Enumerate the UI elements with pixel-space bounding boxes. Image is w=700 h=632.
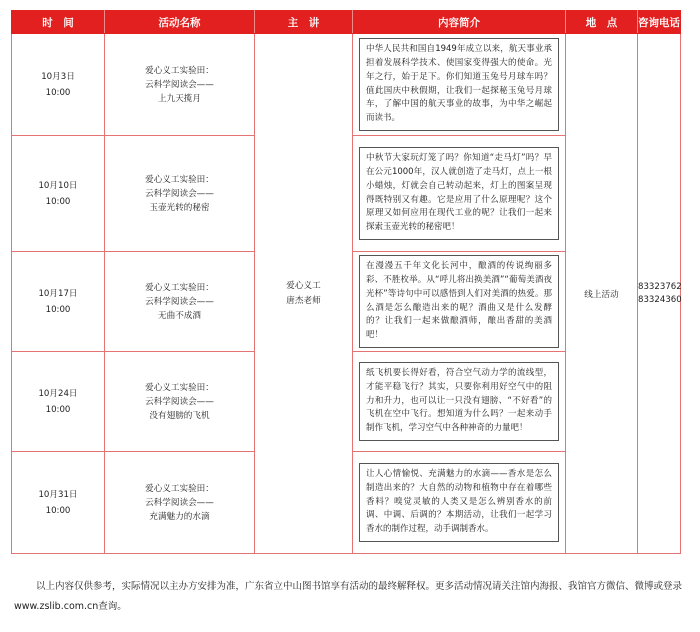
date-text: 10月24日 — [38, 388, 78, 399]
table-row — [12, 34, 681, 136]
speaker-line: 爱心义工 — [286, 280, 321, 291]
speaker-cell — [255, 34, 353, 554]
time-cell — [12, 252, 105, 352]
content-text: 纸飞机要长得好看，符合空气动力学的流线型，才能平稳飞行？其实，只要你利用好空气中的阻力和升力，也可以让一只没有翅膀、“不好看”的飞机在空中飞行。想知道为什么吗？一起来动手制作飞机，学习空气中各种神奇的力量吧！ — [359, 362, 559, 441]
activity-name-cell — [105, 452, 255, 554]
activity-name-line: 云科学阅读会—— — [145, 497, 214, 508]
activity-name-line: 云科学阅读会—— — [145, 296, 214, 307]
time-text: 10:00 — [45, 87, 71, 98]
activity-name-line: 云科学阅读会—— — [145, 396, 214, 407]
content-text: 中华人民共和国自1949年成立以来，航天事业承担着发展科学技术、使国家变得强大的使命。光年之行，始于足下。你们知道玉兔号月球车吗？值此国庆中秋假期，让我们一起探秘玉兔号月球车，了解中国的航天事业的故事，为中华之崛起而读书。 — [359, 38, 559, 131]
header-place: 地 点 — [566, 11, 638, 34]
time-text: 10:00 — [45, 304, 71, 315]
time-cell — [12, 34, 105, 136]
activity-name-line: 上九天揽月 — [158, 93, 201, 104]
activity-name-line: 爱心义工实验田： — [145, 174, 214, 185]
time-cell — [12, 452, 105, 554]
activity-name-line: 玉壶光转的秘密 — [149, 202, 210, 213]
phone-cell — [638, 34, 681, 554]
time-text: 10:00 — [45, 196, 71, 207]
activity-name-line: 爱心义工实验田： — [145, 65, 214, 76]
activity-name-line: 云科学阅读会—— — [145, 188, 214, 199]
header-time: 时 间 — [12, 11, 105, 34]
content-cell — [353, 452, 566, 554]
time-cell — [12, 136, 105, 252]
content-text: 让人心情愉悦、充满魅力的水滴——香水是怎么制造出来的？大自然的动物和植物中存在着哪些香料？嗅觉灵敏的人类又是怎么辨别香水的前调、中调、后调的？本期活动，让我们一起学习香水的制作过程，动手调制香水。 — [359, 463, 559, 542]
content-cell — [353, 252, 566, 352]
content-cell — [353, 136, 566, 252]
header-row — [12, 11, 681, 34]
activity-name-line: 爱心义工实验田： — [145, 282, 214, 293]
time-cell — [12, 352, 105, 452]
speaker-line: 唐杰老师 — [286, 295, 321, 306]
date-text: 10月17日 — [38, 288, 78, 299]
content-text: 中秋节大家玩灯笼了吗？你知道“走马灯”吗？早在公元1000年，汉人就创造了走马灯，点上一根小蜡烛，灯就会自己转动起来，灯上的图案呈现得既特别又有趣。它是应用了什么原理呢？这个原理又如何应用在现代工业的呢？让我们一起来探索玉壶光转的秘密吧！ — [359, 147, 559, 240]
activity-name-line: 无曲不成酒 — [158, 310, 201, 321]
activity-name-cell — [105, 136, 255, 252]
header-speaker: 主 讲 — [255, 11, 353, 34]
activity-name-cell — [105, 34, 255, 136]
footer-note: 以上内容仅供参考，实际情况以主办方安排为准，广东省立中山图书馆享有活动的最终解释权。更多活动情况请关注馆内海报、我馆官方微信、微博或登录www.zslib.com.cn查询。 — [14, 581, 683, 612]
date-text: 10月31日 — [38, 489, 78, 500]
phone-number: 83323762 — [638, 281, 682, 292]
phone-number: 83324360 — [638, 294, 682, 305]
activity-name-cell — [105, 352, 255, 452]
content-text: 在漫漫五千年文化长河中，酿酒的传说绚丽多彩、不胜枚举。从“呼儿将出换美酒”“葡萄美酒夜光杯”等诗句中可以感悟到人们对美酒的热爱。那么酒是怎么酿造出来的呢？酒曲又是什么发酵的？让我们一起来做酿酒师，酿出香甜的美酒吧！ — [359, 255, 559, 348]
activity-name-line: 充满魅力的水滴 — [149, 511, 210, 522]
header-phone: 咨询电话 — [638, 11, 681, 34]
time-text: 10:00 — [45, 505, 71, 516]
date-text: 10月3日 — [41, 71, 75, 82]
activity-name-line: 爱心义工实验田： — [145, 382, 214, 393]
header-activity: 活动名称 — [105, 11, 255, 34]
activity-name-line: 没有翅膀的飞机 — [149, 410, 210, 421]
activity-name-cell — [105, 252, 255, 352]
content-cell — [353, 34, 566, 136]
date-text: 10月10日 — [38, 180, 78, 191]
place-cell: 线上活动 — [566, 34, 638, 554]
header-content: 内容简介 — [353, 11, 566, 34]
activity-name-line: 爱心义工实验田： — [145, 483, 214, 494]
time-text: 10:00 — [45, 404, 71, 415]
content-cell — [353, 352, 566, 452]
schedule-table — [11, 10, 681, 554]
activity-name-line: 云科学阅读会—— — [145, 79, 214, 90]
